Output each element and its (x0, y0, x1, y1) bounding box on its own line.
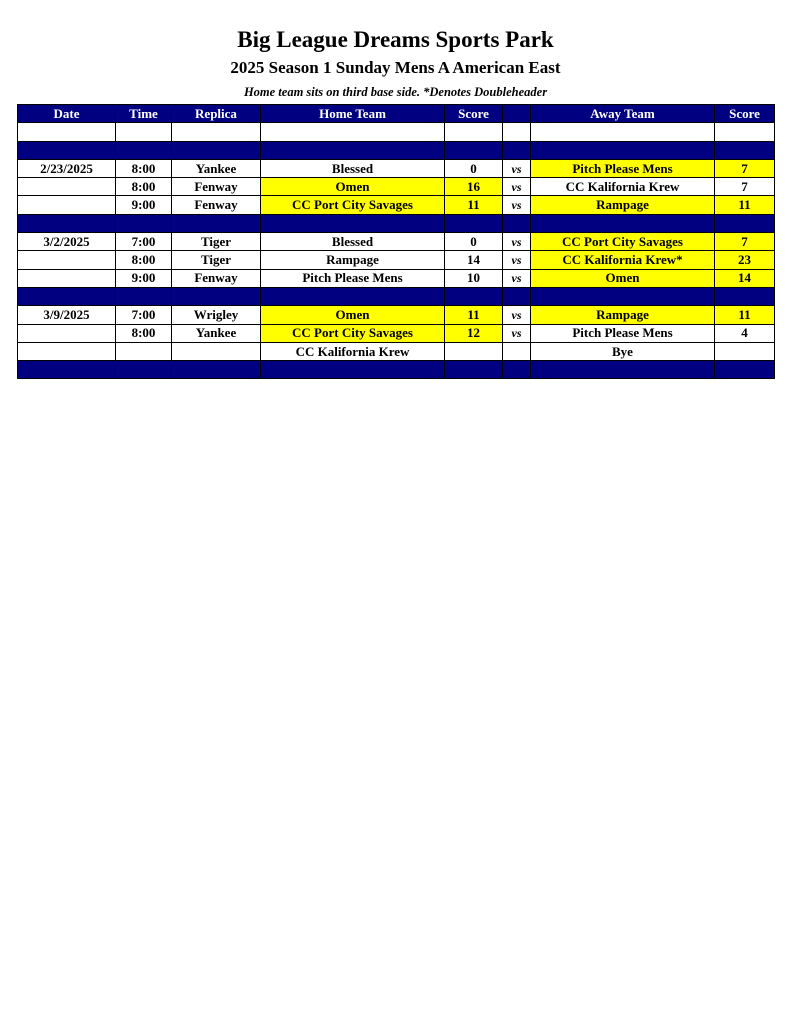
week-separator (18, 361, 775, 379)
game-time (116, 342, 172, 360)
away-team: Pitch Please Mens (531, 159, 715, 177)
game-time: 7:00 (116, 306, 172, 324)
away-score: 23 (715, 251, 775, 269)
vs-label: vs (503, 159, 531, 177)
home-team: Pitch Please Mens (261, 269, 445, 287)
bye-row (18, 342, 775, 360)
vs-label: vs (503, 324, 531, 342)
game-date: 3/2/2025 (18, 233, 116, 251)
header-row (18, 105, 775, 123)
away-team: Omen (531, 269, 715, 287)
away-team: Rampage (531, 196, 715, 214)
game-time: 8:00 (116, 159, 172, 177)
week-separator (18, 287, 775, 305)
vs-empty (503, 342, 531, 360)
home-team: Rampage (261, 251, 445, 269)
home-score (445, 342, 503, 360)
game-replica: Yankee (172, 159, 261, 177)
col-header-date: Date (18, 105, 116, 123)
game-date (18, 324, 116, 342)
away-score: 7 (715, 178, 775, 196)
game-time: 8:00 (116, 178, 172, 196)
away-team: Pitch Please Mens (531, 324, 715, 342)
home-team: CC Port City Savages (261, 324, 445, 342)
home-score: 12 (445, 324, 503, 342)
home-score: 14 (445, 251, 503, 269)
game-date (18, 178, 116, 196)
away-team: Rampage (531, 306, 715, 324)
away-team: CC Kalifornia Krew (531, 178, 715, 196)
away-score: 11 (715, 306, 775, 324)
home-score: 0 (445, 159, 503, 177)
game-replica: Fenway (172, 269, 261, 287)
home-team: Blessed (261, 233, 445, 251)
away-score: 14 (715, 269, 775, 287)
page-subtitle: 2025 Season 1 Sunday Mens A American East (230, 58, 561, 77)
col-header-time: Time (116, 105, 172, 123)
game-date (18, 269, 116, 287)
schedule-table (17, 104, 775, 379)
game-date (18, 196, 116, 214)
home-score: 0 (445, 233, 503, 251)
col-header-away-team: Away Team (531, 105, 715, 123)
game-row (18, 269, 775, 287)
game-row (18, 196, 775, 214)
vs-label: vs (503, 251, 531, 269)
home-score: 10 (445, 269, 503, 287)
away-score: 7 (715, 233, 775, 251)
col-header-away-score: Score (715, 105, 775, 123)
game-replica: Fenway (172, 196, 261, 214)
col-header-replica: Replica (172, 105, 261, 123)
week-separator (18, 141, 775, 159)
game-date (18, 251, 116, 269)
away-score (715, 342, 775, 360)
home-team: CC Kalifornia Krew (261, 342, 445, 360)
game-time: 8:00 (116, 324, 172, 342)
home-team: CC Port City Savages (261, 196, 445, 214)
game-replica: Wrigley (172, 306, 261, 324)
vs-label: vs (503, 306, 531, 324)
week-separator (18, 214, 775, 232)
game-date (18, 342, 116, 360)
game-replica: Fenway (172, 178, 261, 196)
game-row (18, 233, 775, 251)
game-time: 7:00 (116, 233, 172, 251)
vs-label: vs (503, 269, 531, 287)
game-date: 2/23/2025 (18, 159, 116, 177)
game-replica: Yankee (172, 324, 261, 342)
game-time: 9:00 (116, 196, 172, 214)
game-row (18, 159, 775, 177)
vs-label: vs (503, 233, 531, 251)
col-header-vs (503, 105, 531, 123)
page-note: Home team sits on third base side. *Denotes Doubleheader (243, 85, 548, 99)
game-row (18, 178, 775, 196)
game-row (18, 251, 775, 269)
game-date: 3/9/2025 (18, 306, 116, 324)
game-time: 9:00 (116, 269, 172, 287)
away-team: CC Port City Savages (531, 233, 715, 251)
home-team: Omen (261, 306, 445, 324)
home-score: 11 (445, 196, 503, 214)
game-replica: Tiger (172, 251, 261, 269)
game-replica (172, 342, 261, 360)
vs-label: vs (503, 178, 531, 196)
away-team: Bye (531, 342, 715, 360)
page-title: Big League Dreams Sports Park (237, 27, 554, 52)
blank-row (18, 123, 775, 141)
away-team: CC Kalifornia Krew* (531, 251, 715, 269)
home-score: 16 (445, 178, 503, 196)
game-replica: Tiger (172, 233, 261, 251)
home-team: Omen (261, 178, 445, 196)
game-row (18, 324, 775, 342)
away-score: 11 (715, 196, 775, 214)
col-header-home-team: Home Team (261, 105, 445, 123)
game-row (18, 306, 775, 324)
game-time: 8:00 (116, 251, 172, 269)
vs-label: vs (503, 196, 531, 214)
col-header-home-score: Score (445, 105, 503, 123)
home-team: Blessed (261, 159, 445, 177)
home-score: 11 (445, 306, 503, 324)
away-score: 7 (715, 159, 775, 177)
away-score: 4 (715, 324, 775, 342)
